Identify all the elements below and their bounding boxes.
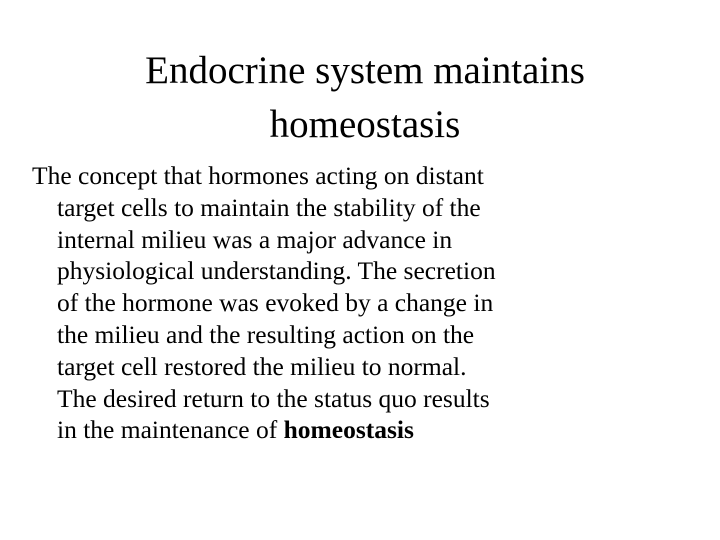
body-line-3: internal milieu was a major advance in <box>57 224 453 254</box>
body-line-8: The desired return to the status quo results <box>57 383 490 413</box>
body-line-9-prefix: in the maintenance of <box>57 415 284 445</box>
body-line-9 <box>32 414 672 446</box>
slide-title-line-1: Endocrine system maintains <box>145 49 585 92</box>
body-line-5: of the hormone was evoked by a change in <box>57 288 494 318</box>
body-line-1: The concept that hormones acting on distant <box>32 161 484 190</box>
body-line-7: target cell restored the milieu to normal. <box>57 351 467 381</box>
slide-body-text <box>32 160 672 446</box>
body-paragraph <box>32 160 672 446</box>
homeostasis-emphasis: homeostasis <box>283 415 414 445</box>
body-line-2: target cells to maintain the stability of the <box>57 192 481 222</box>
body-line-4: physiological understanding. The secretion <box>57 256 496 286</box>
body-line-6: the milieu and the resulting action on the <box>57 319 475 349</box>
slide-title <box>60 44 670 152</box>
slide-title-line-2: homeostasis <box>269 103 461 146</box>
